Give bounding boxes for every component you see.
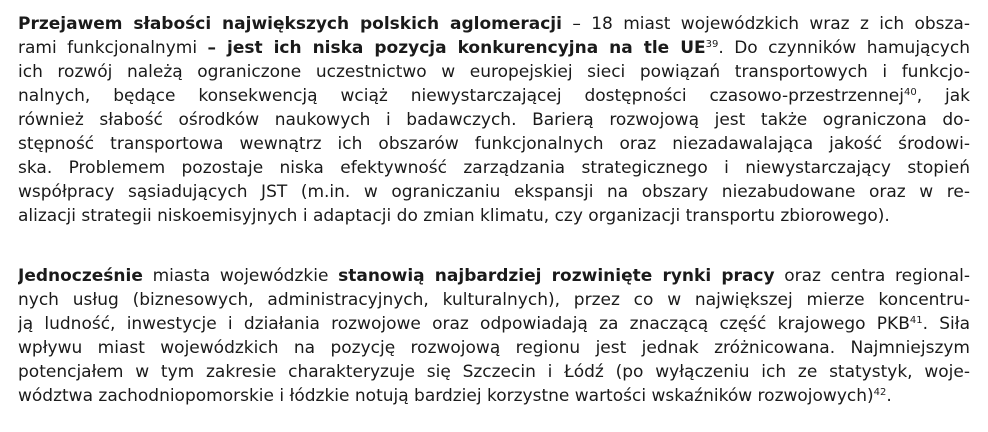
text-run: również słabość ośrodków naukowych i badawczych. Barierą rozwojową jest także ograniczona do- [18,110,970,130]
bold-text: Jednocześnie [18,266,143,286]
text-run: ska. Problemem pozostaje niska efektywność zarządzania strategicznego i niewystarczający stopień [18,158,970,178]
text-run: nalnych, będące konsekwencją wciąż niewystarczającej dostępności czasowo-przestrzennej [18,86,904,106]
bold-text: stanowią najbardziej rozwinięte rynki pracy [338,266,775,286]
bold-text: Przejawem słabości największych polskich aglomeracji [18,14,562,34]
text-run: . Do czynników hamujących [718,38,970,58]
footnote-ref: 42 [873,387,887,398]
text-run: potencjałem w tym zakresie charakteryzuje się Szczecin i Łódź (po wyłączeniu ich ze statystyk, woje- [18,362,970,382]
text-run: alizacji strategii niskoemisyjnych i adaptacji do zmian klimatu, czy organizacji transportu zbiorowego). [18,206,890,226]
text-run: miasta wojewódzkie [142,266,339,286]
bold-text: – jest ich niska pozycja konkurencyjna na tle UE [207,38,706,58]
text-line [18,312,970,336]
text-line [18,84,970,108]
footnote-ref: 40 [903,87,917,98]
text-line [18,204,970,228]
footnote-ref: 39 [705,39,719,50]
text-line [18,36,970,60]
text-run: rami funkcjonalnymi [18,38,208,58]
text-run: wództwa zachodniopomorskie i łódzkie notują bardziej korzystne wartości wskaźników rozwojowych) [18,386,874,406]
text-run: oraz centra regional- [774,266,970,286]
text-run: – 18 miast wojewódzkich wraz z ich obsza- [561,14,970,34]
footnote-ref: 41 [909,315,923,326]
text-run: stępność transportowa wewnątrz ich obszarów funkcjonalnych oraz niezadawalająca jakość środowi- [18,134,970,154]
text-run: ich rozwój należą ograniczone uczestnictwo w europejskiej sieci powiązań transportowych i funkcjo- [18,62,970,82]
text-run: . Siła [922,314,970,334]
text-line [18,264,970,288]
text-line [18,384,970,408]
paragraph-labour-markets [18,264,970,408]
text-line [18,12,970,36]
text-run: nych usług (biznesowych, administracyjnych, kulturalnych), przez co w największej mierze koncentru- [18,290,970,310]
text-line [18,60,970,84]
text-run: , jak [916,86,970,106]
text-run: . [886,386,892,406]
text-line [18,288,970,312]
text-line [18,156,970,180]
text-line [18,132,970,156]
text-line [18,180,970,204]
text-run: współpracy sąsiadujących JST (m.in. w ograniczaniu ekspansji na obszary niezabudowane oraz w re- [18,182,970,202]
paragraph-weaknesses [18,12,970,228]
text-line [18,108,970,132]
text-run: ją ludność, inwestycje i działania rozwojowe oraz odpowiadają za znaczącą część krajowego PKB [18,314,910,334]
text-run: wpływu miast wojewódzkich na pozycję rozwojową regionu jest jednak zróżnicowana. Najmniejszym [18,338,970,358]
text-line [18,336,970,360]
text-line [18,360,970,384]
